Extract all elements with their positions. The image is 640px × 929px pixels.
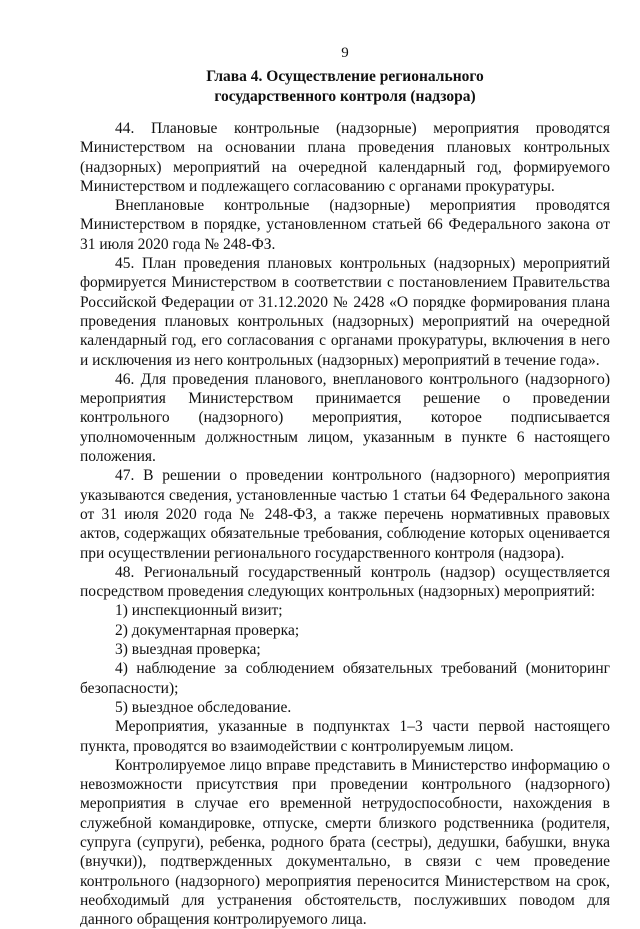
paragraph-unscheduled: Внеплановые контрольные (надзорные) мероприятия проводятся Министерством в порядке, установленном статьей 66 Федерального закона от 31 июля 2020 года № 248-ФЗ.: [80, 197, 610, 253]
chapter-title-line-1: Глава 4. Осуществление регионального: [206, 68, 484, 85]
page-number: 9: [341, 45, 349, 61]
paragraph-48: 48. Региональный государственный контроль (надзор) осуществляется посредством проведения следующих контрольных (надзорных) мероприятий:: [80, 563, 610, 601]
paragraph-45: 45. План проведения плановых контрольных (надзорных) мероприятий формируется Министерством в соответствии с постановлением Правительства Российской Федерации от 31.12.2020 № 2428 «О порядке формирования плана проведения плановых контрольных (надзорных) мероприятий на очередной календарный год, его согласования с органами прокуратуры, включения в него и исключения из него контрольных (надзорных) мероприятий в течение года».: [80, 255, 610, 369]
paragraph-46: 46. Для проведения планового, внепланового контрольного (надзорного) мероприятия Министерством принимается решение о проведении контрольного (надзорного) мероприятия, которое подписывается уполномоченным должностным лицом, указанным в пункте 6 настоящего положения.: [80, 370, 610, 466]
list-item-3: 3) выездная проверка;: [115, 641, 261, 659]
paragraph-interaction: Мероприятия, указанные в подпунктах 1–3 части первой настоящего пункта, проводятся во взаимодействии с контролируемым лицом.: [80, 718, 610, 755]
list-item-5: 5) выездное обследование.: [115, 698, 292, 716]
paragraph-47: 47. В решении о проведении контрольного (надзорного) мероприятия указываются сведения, установленные частью 1 статьи 64 Федерального закона от 31 июля 2020 года № 248-ФЗ, а также перечень нормативных правовых актов, содержащих обязательные требования, соблюдение которых оценивается при осуществлении регионального государственного контроля (надзора).: [80, 467, 610, 562]
list-item-4: 4) наблюдение за соблюдением обязательных требований (мониторинг безопасности);: [80, 660, 610, 697]
chapter-title: [80, 67, 610, 107]
list-item-2: 2) документарная проверка;: [115, 621, 300, 639]
body-text: [80, 119, 610, 929]
list-item-1: 1) инспекционный визит;: [115, 602, 283, 620]
paragraph-44: 44. Плановые контрольные (надзорные) мероприятия проводятся Министерством на основании плана проведения плановых контрольных (надзорных) мероприятий на очередной календарный год, формируемого Министерством и подлежащего согласованию с органами прокуратуры.: [80, 120, 610, 195]
paragraph-controlled-person: Контролируемое лицо вправе представить в Министерство информацию о невозможности присутствия при проведении контрольного (надзорного) мероприятия в случае его временной нетрудоспособности, нахождения в служебной командировке, отпуске, смерти близкого родственника (родителя, супруга (супруги), ребенка, родного брата (сестры), дедушки, бабушки, внука (внучки)), подтвержденных документально, в связи с чем проведение контрольного (надзорного) мероприятия переносится Министерством на срок, необходимый для устранения обстоятельств, послуживших поводом для данного обращения контролируемого лица.: [80, 756, 610, 929]
chapter-title-line-2: государственного контроля (надзора): [214, 88, 476, 105]
